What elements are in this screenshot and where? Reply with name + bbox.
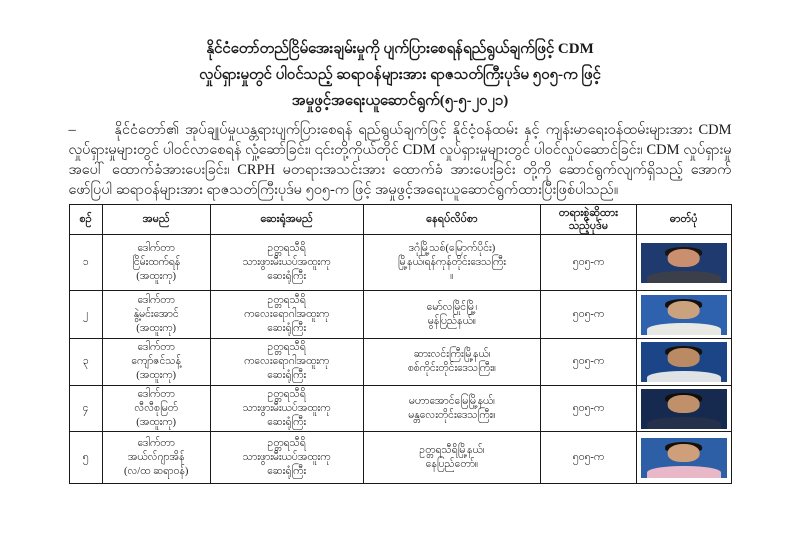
title-line-2: လှုပ်ရှားမှုတွင် ပါဝင်သည့် ဆရာဝန်များအား ရာဇသတ်ကြီးပုဒ်မ ၅၀၅-က ဖြင့် [199,67,601,83]
portrait-face [667,249,700,267]
cell-photo [636,386,731,432]
table-header-row [69,205,731,235]
cell-hospital: ဥတ္တရသီရိ သားဖွားမီးယပ်အထူးကု ဆေးရုံကြီး [210,386,363,432]
cell-hospital: ဥတ္တရသီရိ ကလေးရောဂါအထူးကု ဆေးရုံကြီး [210,339,363,386]
portrait-photo [641,243,727,283]
doctors-table [69,204,732,484]
cell-serial: ၄ [69,386,102,432]
cell-photo [636,432,731,484]
portrait-shoulders [647,323,721,334]
cell-photo [636,235,731,291]
portrait-shoulders [647,466,721,477]
cell-section: ၅၀၅-က [541,432,637,484]
header-photo: ဓာတ်ပုံ [636,205,731,235]
cell-hospital: ဥတ္တရသီရိ သားဖွားမီးယပ်အထူးကု ဆေးရုံကြီး [210,235,363,291]
cell-section: ၅၀၅-က [541,291,637,339]
cell-section: ၅၀၅-က [541,235,637,291]
header-section-line-1: တရားစွဲဆိုထား [558,206,618,219]
cell-section: ၅၀၅-က [541,386,637,432]
portrait-photo [641,295,727,335]
portrait-shoulders [647,271,721,282]
cell-photo [636,339,731,386]
header-hospital: ဆေးရုံအမည် [210,205,363,235]
portrait-photo [641,389,727,429]
cell-hospital: ဥတ္တရသီရိ ကလေးရောဂါအထူးကု ဆေးရုံကြီး [210,291,363,339]
portrait-face [667,395,700,413]
table-row [69,386,731,432]
table-row [69,339,731,386]
cell-address: ဒဂုံမြို့သစ်(မြောက်ပိုင်း) မြို့နယ်၊ရန်ကုန်တိုင်းဒေသကြီး ။ [363,235,540,291]
portrait-face [667,348,700,366]
cell-section: ၅၀၅-က [541,339,637,386]
cell-serial: ၃ [69,339,102,386]
portrait-shoulders [647,417,721,428]
cell-name: ဒေါက်တာ ကျော်ဇင်သန့် (အထူးကု) [102,339,210,386]
cell-photo [636,291,731,339]
cell-name: ဒေါက်တာ အယ်လ်ဂျာအိန် (လ/ထ ဆရာဝန်) [102,432,210,484]
portrait-face [667,301,700,319]
header-name: အမည် [102,205,210,235]
document-page [69,0,732,484]
header-section-line-2: သည့်ပုဒ်မ [568,219,609,232]
cell-name: ဒေါက်တာ ငြိမ်းထက်ရန် (အထူးကု) [102,235,210,291]
cell-address: မဟာအောင်မြေမြို့နယ်၊ မန္တလေးတိုင်းဒေသကြီး။ [363,386,540,432]
header-address: နေရပ်လိပ်စာ [363,205,540,235]
document-title [69,36,732,114]
cell-name: ဒေါက်တာ လီလီစုမြတ် (အထူးကု) [102,386,210,432]
table-row [69,235,731,291]
cell-address: ဆားလင်းကြီးမြို့နယ်၊ စစ်ကိုင်းတိုင်းဒေသကြီး။ [363,339,540,386]
intro-text: နိုင်ငံတော်၏ အုပ်ချုပ်မှုယန္တရားပျက်ပြားစေရန် ရည်ရွယ်ချက်ဖြင့် နိုင်ငံ့ဝန်ထမ်း နှင့် ကျန်းမာရေးဝန်ထမ်းများအား CDM လှုပ်ရှားမှုများတွင် ပါဝင်လာစေရန် လှုံ့ဆော်ခြင်း၊ ၎င်းတို့ကိုယ်တိုင် CDM လှုပ်ရှားမှုများတွင် ပါဝင်လှုပ်ဆောင်ခြင်း၊ CDM လှုပ်ရှားမှု အပေါ် ထောက်ခံအားပေးခြင်း၊ CRPH မတရားအသင်းအား ထောက်ခံ အားပေးခြင်း တို့ကို ဆောင်ရွက်လျက်ရှိသည့် အောက်ဖော်ပြပါ ဆရာဝန်များအား ရာဇသတ်ကြီးပုဒ်မ ၅၀၅-က ဖြင့် အမှုဖွင့်အရေးယူဆောင်ရွက်ထားပြီးဖြစ်ပါသည်။ [68,122,732,198]
table-row [69,291,731,339]
cell-hospital: ဥတ္တရသီရိ သားဖွားမီးယပ်အထူးကု ဆေးရုံကြီး [210,432,363,484]
title-line-3: အမှုဖွင့်အရေးယူဆောင်ရွက်(၅-၅-၂၀၂၁) [291,93,509,109]
cell-address: ဥတ္တရသီရိမြို့နယ်၊ နေပြည်တော်။ [363,432,540,484]
cell-address: မော်လမြိုင်မြို့၊ မွန်ပြည်နယ်။ [363,291,540,339]
portrait-photo [641,342,727,382]
portrait-face [667,444,700,462]
table-row [69,432,731,484]
header-section [541,205,637,235]
portrait-shoulders [647,371,721,382]
title-line-1: နိုင်ငံတော်တည်ငြိမ်အေးချမ်းမှုကို ပျက်ပြားစေရန်ရည်ရွယ်ချက်ဖြင့် CDM [206,41,594,57]
cell-name: ဒေါက်တာ နွဲ့မင်းအောင် (အထူးကု) [102,291,210,339]
cell-serial: ၂ [69,291,102,339]
cell-serial: ၅ [69,432,102,484]
portrait-photo [641,438,727,478]
bullet-dash: – [68,122,76,138]
intro-paragraph [69,120,732,200]
cell-serial: ၁ [69,235,102,291]
header-serial: စဥ် [69,205,102,235]
